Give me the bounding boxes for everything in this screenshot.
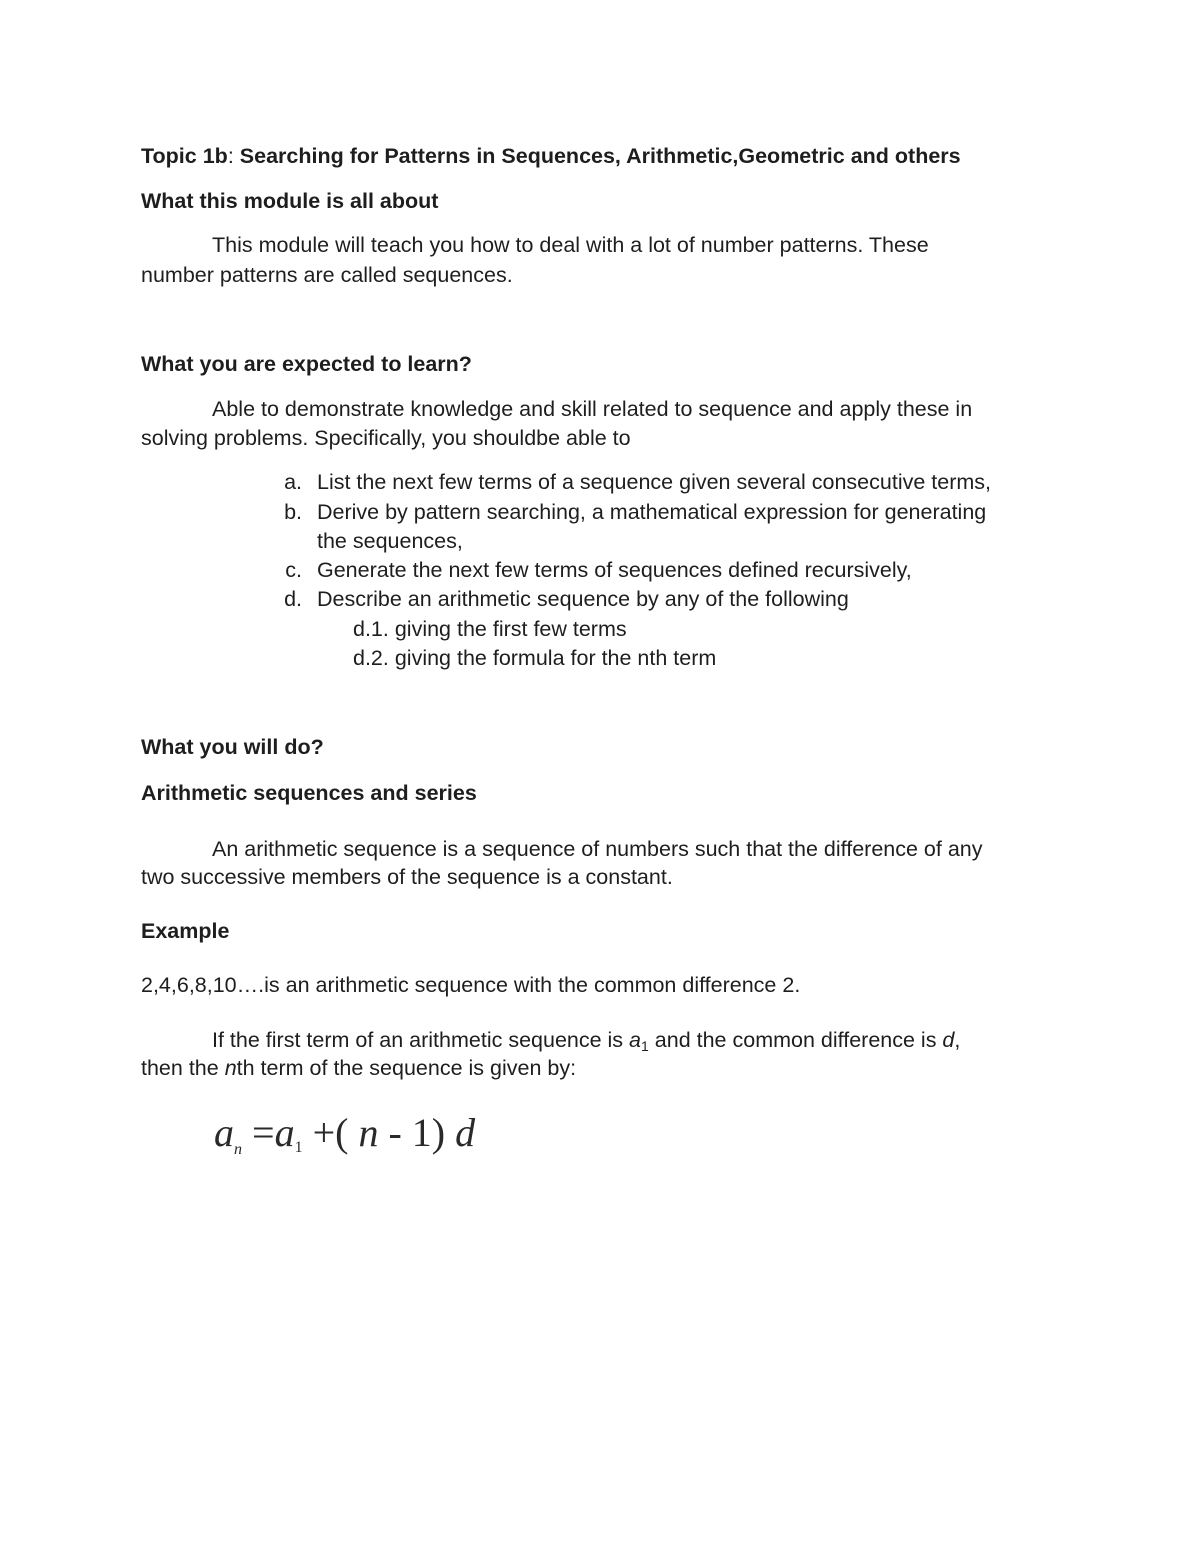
section-heading-expected: What you are expected to learn?	[141, 352, 472, 376]
formula-minus-one: - 1)	[378, 1110, 456, 1155]
list-item-d: Describe an arithmetic sequence by any of the following	[317, 587, 849, 611]
list-marker-d: d.	[284, 587, 302, 611]
formula-intro-comma: ,	[954, 1028, 961, 1052]
list-item-b: Derive by pattern searching, a mathematical expression for generating	[317, 500, 987, 524]
formula-plus-paren: +(	[302, 1110, 359, 1155]
expected-paragraph-line1: Able to demonstrate knowledge and skill related to sequence and apply these in	[212, 397, 973, 421]
list-item-c: Generate the next few terms of sequences defined recursively,	[317, 558, 912, 582]
formula-intro-var-a: a	[629, 1028, 642, 1052]
list-marker-c: c.	[285, 558, 302, 582]
formula-intro-sub-1: 1	[641, 1038, 649, 1054]
section-heading-will-do: What you will do?	[141, 735, 324, 759]
formula-d-var: d	[455, 1110, 476, 1155]
topic-label: Topic 1b	[141, 144, 228, 168]
list-marker-b: b.	[284, 500, 302, 524]
topic-heading: Searching for Patterns in Sequences, Arithmetic,Geometric and others	[239, 144, 961, 168]
list-item-a: List the next few terms of a sequence given several consecutive terms,	[317, 470, 991, 494]
list-marker-a: a.	[284, 470, 302, 494]
subsection-heading-arithmetic: Arithmetic sequences and series	[141, 781, 477, 805]
arithmetic-paragraph-line1: An arithmetic sequence is a sequence of numbers such that the difference of any	[212, 837, 983, 861]
expected-paragraph-line2: solving problems. Specifically, you shouldbe able to	[141, 426, 631, 450]
formula-intro-var-d: d	[942, 1028, 955, 1052]
topic-title	[141, 142, 961, 170]
list-item-b-continued: the sequences,	[317, 529, 463, 553]
formula-line2-var-n: n	[224, 1056, 237, 1080]
arithmetic-paragraph-line2: two successive members of the sequence is a constant.	[141, 865, 673, 889]
formula-lhs-var: a	[214, 1110, 234, 1155]
example-sequence-line: 2,4,6,8,10….is an arithmetic sequence with the common difference 2.	[141, 973, 801, 997]
formula-intro-line2	[141, 1054, 576, 1082]
formula-intro-text-b: and the common difference is	[648, 1028, 943, 1052]
formula-intro-text-a: If the first term of an arithmetic sequence is	[212, 1028, 630, 1052]
formula-n-var: n	[358, 1110, 379, 1155]
nth-term-formula	[214, 1108, 475, 1175]
formula-line2-text-b: th term of the sequence is given by:	[236, 1056, 577, 1080]
section-heading-about: What this module is all about	[141, 189, 439, 213]
about-paragraph-line2: number patterns are called sequences.	[141, 263, 513, 287]
example-heading: Example	[141, 919, 230, 943]
formula-line2-text-a: then the	[141, 1056, 225, 1080]
formula-a1-var: a	[274, 1110, 295, 1155]
list-subitem-d2: d.2. giving the formula for the nth term	[353, 646, 717, 670]
formula-lhs-sub: n	[234, 1141, 242, 1158]
about-paragraph-line1: This module will teach you how to deal with a lot of number patterns. These	[212, 233, 929, 257]
list-subitem-d1: d.1. giving the first few terms	[353, 617, 627, 641]
topic-separator: :	[227, 144, 240, 168]
formula-a1-sub: 1	[294, 1139, 303, 1156]
formula-equals: =	[242, 1110, 275, 1155]
